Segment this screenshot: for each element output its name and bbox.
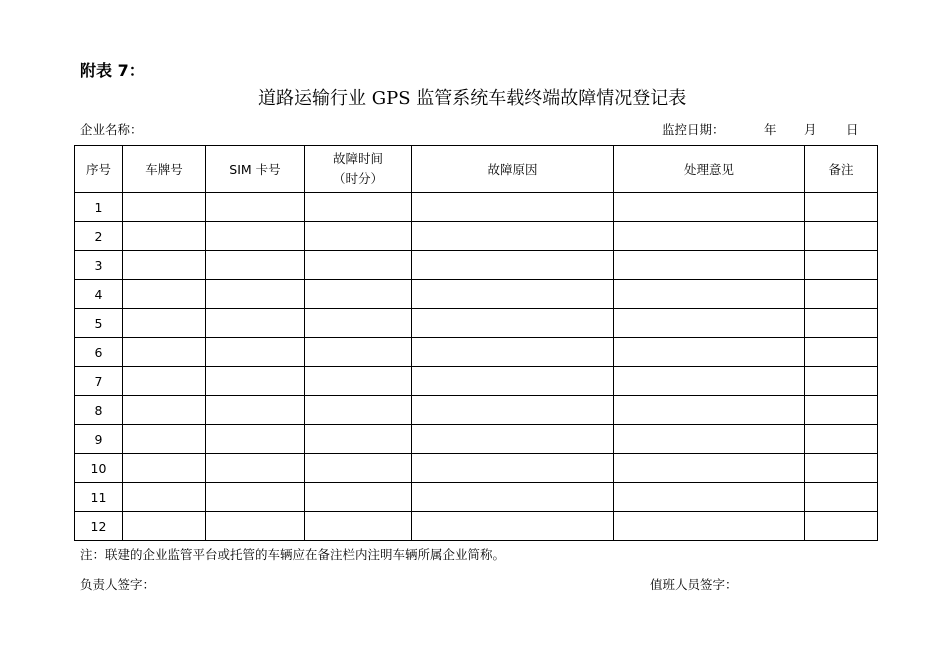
cell-fault-time[interactable]: [305, 338, 412, 367]
row-number: 12: [75, 512, 123, 541]
fault-registration-table: [74, 145, 878, 541]
row-number: 9: [75, 425, 123, 454]
cell-sim-number[interactable]: [206, 425, 305, 454]
cell-handling-opinion[interactable]: [614, 367, 805, 396]
cell-sim-number[interactable]: [206, 367, 305, 396]
cell-sim-number[interactable]: [206, 251, 305, 280]
table-row: [75, 367, 878, 396]
cell-plate-number[interactable]: [123, 193, 206, 222]
cell-sim-number[interactable]: [206, 483, 305, 512]
cell-fault-reason[interactable]: [412, 425, 614, 454]
table-row: [75, 483, 878, 512]
cell-remark[interactable]: [805, 483, 878, 512]
table-row: [75, 396, 878, 425]
cell-fault-time[interactable]: [305, 367, 412, 396]
cell-fault-time[interactable]: [305, 454, 412, 483]
cell-remark[interactable]: [805, 425, 878, 454]
cell-remark[interactable]: [805, 280, 878, 309]
header-remark: 备注: [805, 146, 878, 193]
date-month-unit: 月: [804, 122, 817, 137]
cell-fault-reason[interactable]: [412, 396, 614, 425]
appendix-label: 附表 7：: [80, 61, 145, 80]
cell-sim-number[interactable]: [206, 309, 305, 338]
footnote: 注：联建的企业监管平台或托管的车辆应在备注栏内注明车辆所属企业简称。: [80, 547, 506, 562]
row-number: 7: [75, 367, 123, 396]
header-fault-reason: 故障原因: [412, 146, 614, 193]
cell-plate-number[interactable]: [123, 222, 206, 251]
cell-handling-opinion[interactable]: [614, 222, 805, 251]
cell-plate-number[interactable]: [123, 251, 206, 280]
date-year-unit: 年: [764, 122, 777, 137]
cell-remark[interactable]: [805, 512, 878, 541]
duty-signature-label: 值班人员签字：: [650, 577, 738, 592]
cell-remark[interactable]: [805, 396, 878, 425]
cell-handling-opinion[interactable]: [614, 396, 805, 425]
table-row: [75, 338, 878, 367]
monitor-date-label: 监控日期：: [662, 122, 725, 137]
cell-sim-number[interactable]: [206, 193, 305, 222]
cell-plate-number[interactable]: [123, 396, 206, 425]
row-number: 11: [75, 483, 123, 512]
table-row: [75, 193, 878, 222]
cell-sim-number[interactable]: [206, 396, 305, 425]
table-row: [75, 280, 878, 309]
cell-remark[interactable]: [805, 454, 878, 483]
header-fault-time-line2: （时分）: [332, 171, 383, 186]
row-number: 5: [75, 309, 123, 338]
row-number: 1: [75, 193, 123, 222]
cell-fault-reason[interactable]: [412, 454, 614, 483]
table-row: [75, 512, 878, 541]
header-sim-number: SIM 卡号: [206, 146, 305, 193]
cell-fault-reason[interactable]: [412, 251, 614, 280]
cell-fault-time[interactable]: [305, 222, 412, 251]
cell-sim-number[interactable]: [206, 454, 305, 483]
cell-handling-opinion[interactable]: [614, 512, 805, 541]
row-number: 4: [75, 280, 123, 309]
header-handling-opinion: 处理意见: [614, 146, 805, 193]
cell-plate-number[interactable]: [123, 367, 206, 396]
header-plate-number: 车牌号: [123, 146, 206, 193]
cell-handling-opinion[interactable]: [614, 483, 805, 512]
page-title: 道路运输行业 GPS 监管系统车载终端故障情况登记表: [258, 88, 687, 109]
table-body: [75, 193, 878, 541]
header-fault-time-line1: 故障时间: [332, 151, 383, 166]
cell-fault-time[interactable]: [305, 193, 412, 222]
cell-plate-number[interactable]: [123, 512, 206, 541]
table-row: [75, 454, 878, 483]
cell-fault-time[interactable]: [305, 251, 412, 280]
cell-handling-opinion[interactable]: [614, 193, 805, 222]
cell-plate-number[interactable]: [123, 309, 206, 338]
row-number: 2: [75, 222, 123, 251]
row-number: 6: [75, 338, 123, 367]
table-row: [75, 222, 878, 251]
cell-plate-number[interactable]: [123, 483, 206, 512]
cell-plate-number[interactable]: [123, 338, 206, 367]
cell-fault-time[interactable]: [305, 280, 412, 309]
cell-fault-reason[interactable]: [412, 280, 614, 309]
cell-sim-number[interactable]: [206, 512, 305, 541]
cell-fault-reason[interactable]: [412, 309, 614, 338]
cell-fault-reason[interactable]: [412, 367, 614, 396]
cell-fault-time[interactable]: [305, 425, 412, 454]
cell-fault-time[interactable]: [305, 512, 412, 541]
cell-remark[interactable]: [805, 367, 878, 396]
cell-remark[interactable]: [805, 338, 878, 367]
cell-plate-number[interactable]: [123, 454, 206, 483]
cell-fault-time[interactable]: [305, 483, 412, 512]
header-fault-time: [305, 146, 412, 193]
cell-fault-reason[interactable]: [412, 338, 614, 367]
cell-handling-opinion[interactable]: [614, 338, 805, 367]
cell-sim-number[interactable]: [206, 338, 305, 367]
cell-handling-opinion[interactable]: [614, 251, 805, 280]
company-name-label: 企业名称：: [80, 122, 143, 137]
table-row: [75, 309, 878, 338]
header-seq: 序号: [75, 146, 123, 193]
cell-handling-opinion[interactable]: [614, 425, 805, 454]
cell-handling-opinion[interactable]: [614, 309, 805, 338]
cell-fault-time[interactable]: [305, 396, 412, 425]
cell-fault-reason[interactable]: [412, 222, 614, 251]
table-row: [75, 251, 878, 280]
cell-sim-number[interactable]: [206, 222, 305, 251]
row-number: 8: [75, 396, 123, 425]
cell-plate-number[interactable]: [123, 425, 206, 454]
date-day-unit: 日: [846, 122, 859, 137]
cell-sim-number[interactable]: [206, 280, 305, 309]
cell-remark[interactable]: [805, 251, 878, 280]
cell-fault-time[interactable]: [305, 309, 412, 338]
responsible-signature-label: 负责人签字：: [80, 577, 156, 592]
cell-remark[interactable]: [805, 309, 878, 338]
table-header-row: [75, 146, 878, 193]
row-number: 3: [75, 251, 123, 280]
cell-fault-reason[interactable]: [412, 193, 614, 222]
cell-fault-reason[interactable]: [412, 512, 614, 541]
cell-remark[interactable]: [805, 193, 878, 222]
cell-remark[interactable]: [805, 222, 878, 251]
cell-handling-opinion[interactable]: [614, 454, 805, 483]
cell-fault-reason[interactable]: [412, 483, 614, 512]
cell-handling-opinion[interactable]: [614, 280, 805, 309]
row-number: 10: [75, 454, 123, 483]
table-row: [75, 425, 878, 454]
cell-plate-number[interactable]: [123, 280, 206, 309]
